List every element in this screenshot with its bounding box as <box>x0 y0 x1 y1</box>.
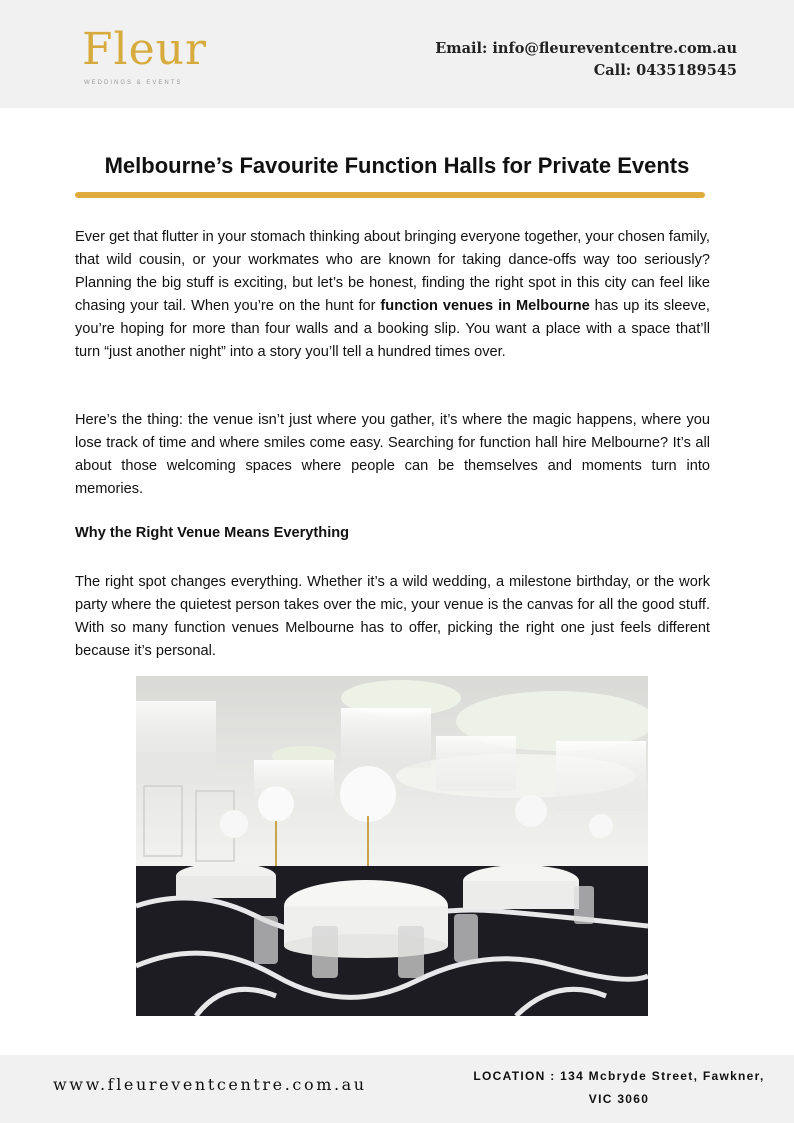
section-heading: Why the Right Venue Means Everything <box>75 525 350 541</box>
contact-block <box>435 38 737 82</box>
header-band <box>0 0 794 108</box>
fleur-logo[interactable] <box>76 20 236 92</box>
title-underline <box>75 192 705 198</box>
third-paragraph: The right spot changes everything. Whether it’s a wild wedding, a milestone birthday, or the work party where the quietest person takes over the mic, your venue is the canvas for all the good stuff. With so many function venues Melbourne has to offer, picking the right one just feels different because it’s personal. <box>75 574 710 659</box>
footer-website-link[interactable]: www.fleureventcentre.com.au <box>53 1075 367 1094</box>
contact-email[interactable]: Email: info@fleureventcentre.com.au <box>435 40 737 57</box>
footer-band <box>0 1055 794 1123</box>
contact-phone[interactable]: Call: 0435189545 <box>593 62 737 79</box>
second-paragraph: Here’s the thing: the venue isn’t just where you gather, it’s where the magic happens, where you lose track of time and where smiles come easy. Searching for function hall hire Melbourne? It’s all about those welcoming spaces where people can be themselves and moments turn into memories. <box>75 412 710 497</box>
page-title: Melbourne’s Favourite Function Halls for Private Events <box>104 153 690 178</box>
intro-text-2: has up its sleeve, you’re hoping for more than four walls and a booking slip. You want a place with a space that’ll turn “just another night” into a story you’ll tell a hundred times over. <box>75 298 710 360</box>
location-line-1: LOCATION : 134 Mcbryde Street, Fawkner, <box>473 1069 765 1083</box>
intro-bold-keyword: function venues in Melbourne <box>380 298 590 314</box>
intro-text-1: Ever get that flutter in your stomach thinking about bringing everyone together, your chosen family, that wild cousin, or your workmates who are known for taking dance-offs way too seriously? Planning the big stuff is exciting, but let’s be honest, finding the right spot in this city can feel like chasing your tail. When you’re on the hunt for <box>75 229 710 314</box>
logo-subtext: WEDDINGS & EVENTS <box>84 80 183 86</box>
ballroom-illustration <box>136 676 648 1016</box>
ballroom-photo <box>136 676 648 1016</box>
intro-paragraph <box>75 226 710 364</box>
footer-location <box>454 1065 784 1111</box>
location-line-2: VIC 3060 <box>588 1092 650 1106</box>
logo-wordmark: Fleur <box>82 24 208 75</box>
